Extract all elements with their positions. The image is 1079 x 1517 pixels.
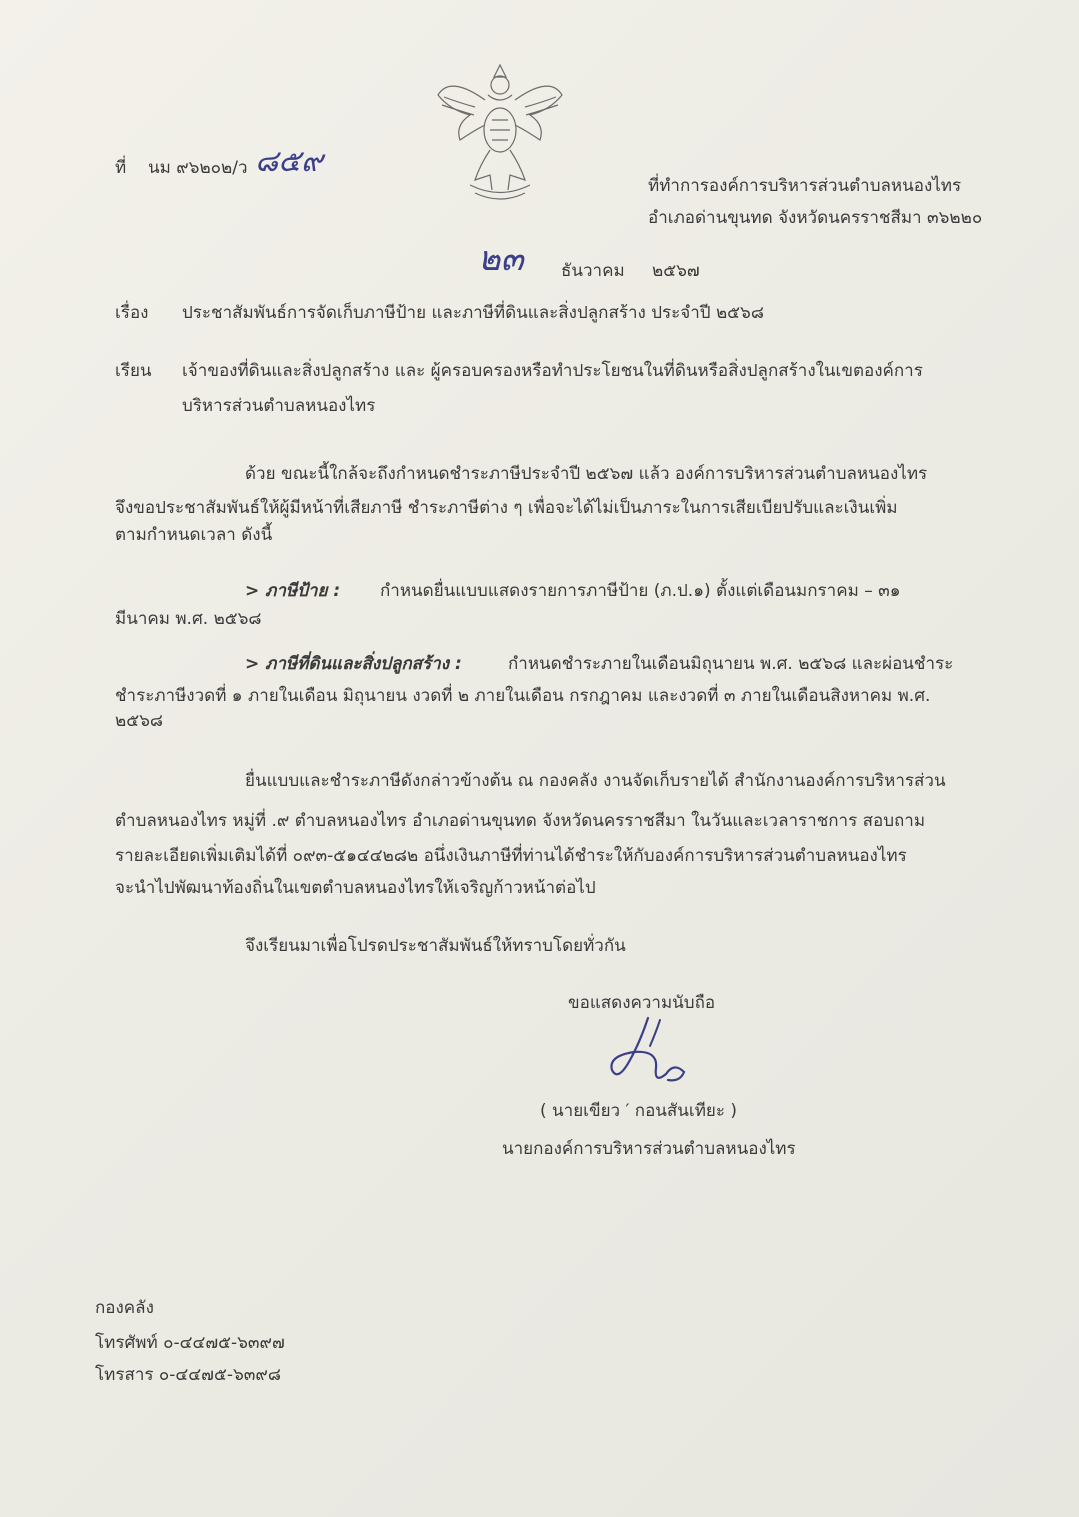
handwritten-day: ๒๓ xyxy=(478,239,524,279)
payment-line-3: รายละเอียดเพิ่มเติมได้ที่ ๐๙๓-๕๑๔๔๒๘๒ อนึ่งเงินภาษีที่ท่านได้ชำระให้กับองค์การบริหารส่วนตำบลหนองไทร xyxy=(115,846,907,866)
subject-label: เรื่อง xyxy=(115,303,149,323)
intro-line-1: ด้วย ขณะนี้ใกล้จะถึงกำหนดชำระภาษีประจำปี ๒๕๖๗ แล้ว องค์การบริหารส่วนตำบลหนองไทร xyxy=(245,464,928,484)
office-line-1: ที่ทำการองค์การบริหารส่วนตำบลหนองไทร xyxy=(648,176,962,196)
sign-tax-line-2: มีนาคม พ.ศ. ๒๕๖๘ xyxy=(115,609,262,629)
land-tax-line-1: กำหนดชำระภายในเดือนมิถุนายน พ.ศ. ๒๕๖๘ และผ่อนชำระ xyxy=(508,654,954,674)
payment-line-4: จะนำไปพัฒนาท้องถิ่นในเขตตำบลหนองไทรให้เจริญก้าวหน้าต่อไป xyxy=(115,878,596,898)
footer-dept: กองคลัง xyxy=(95,1298,154,1318)
intro-line-3: ตามกำหนดเวลา ดังนี้ xyxy=(115,525,273,545)
to-label: เรียน xyxy=(115,361,152,381)
signer-name: ( นายเขียว ′ กอนสันเทียะ ) xyxy=(540,1101,738,1121)
ref-label: ที่ xyxy=(115,158,127,178)
footer-fax: โทรสาร ๐-๔๔๗๕-๖๓๙๘ xyxy=(95,1365,281,1385)
office-line-2: อำเภอด่านขุนทด จังหวัดนครราชสีมา ๓๖๒๒๐ xyxy=(648,208,983,228)
subject-text: ประชาสัมพันธ์การจัดเก็บภาษีป้าย และภาษีที่ดินและสิ่งปลูกสร้าง ประจำปี ๒๕๖๘ xyxy=(182,303,764,323)
handwritten-ref-number: ๘๕๙ xyxy=(255,144,323,179)
to-line-2: บริหารส่วนตำบลหนองไทร xyxy=(182,396,376,416)
signature-mark xyxy=(600,1012,690,1092)
footer-phone: โทรศัพท์ ๐-๔๔๗๕-๖๓๙๗ xyxy=(95,1333,285,1353)
garuda-emblem xyxy=(430,55,570,205)
land-tax-line-3: ๒๕๖๘ xyxy=(115,711,163,731)
payment-line-1: ยื่นแบบและชำระภาษีดังกล่าวข้างต้น ณ กองคลัง งานจัดเก็บรายได้ สำนักงานองค์การบริหารส่วน xyxy=(245,771,946,791)
land-tax-line-2: ชำระภาษีงวดที่ ๑ ภายในเดือน มิถุนายน งวดที่ ๒ ภายในเดือน กรกฎาคม และงวดที่ ๓ ภายในเดือนสิงหาคม พ.ศ. xyxy=(115,686,931,706)
sign-tax-line-1: กำหนดยื่นแบบแสดงรายการภาษีป้าย (ภ.ป.๑) ตั้งแต่เดือนมกราคม – ๓๑ xyxy=(380,581,901,601)
land-tax-heading: > ภาษีที่ดินและสิ่งปลูกสร้าง : xyxy=(245,654,462,674)
sign-tax-heading: > ภาษีป้าย : xyxy=(245,581,341,601)
date-month: ธันวาคม xyxy=(561,261,625,281)
date-year: ๒๕๖๗ xyxy=(652,261,700,281)
signer-position: นายกองค์การบริหารส่วนตำบลหนองไทร xyxy=(502,1139,796,1159)
ref-number: นม ๙๖๒๐๒/ว xyxy=(148,158,248,178)
regards-text: ขอแสดงความนับถือ xyxy=(568,993,716,1013)
closing-line: จึงเรียนมาเพื่อโปรดประชาสัมพันธ์ให้ทราบโดยทั่วกัน xyxy=(245,936,626,956)
to-line-1: เจ้าของที่ดินและสิ่งปลูกสร้าง และ ผู้ครอบครองหรือทำประโยชนในที่ดินหรือสิ่งปลูกสร้างในเขตองค์การ xyxy=(182,361,923,381)
intro-line-2: จึงขอประชาสัมพันธ์ให้ผู้มีหน้าที่เสียภาษี ชำระภาษีต่าง ๆ เพื่อจะได้ไม่เป็นภาระในการเสียเบียปรับและเงินเพิ่ม xyxy=(115,498,898,518)
payment-line-2: ตำบลหนองไทร หมู่ที่ .๙ ตำบลหนองไทร อำเภอด่านขุนทด จังหวัดนครราชสีมา ในวันและเวลาราชการ สอบถาม xyxy=(115,811,926,831)
